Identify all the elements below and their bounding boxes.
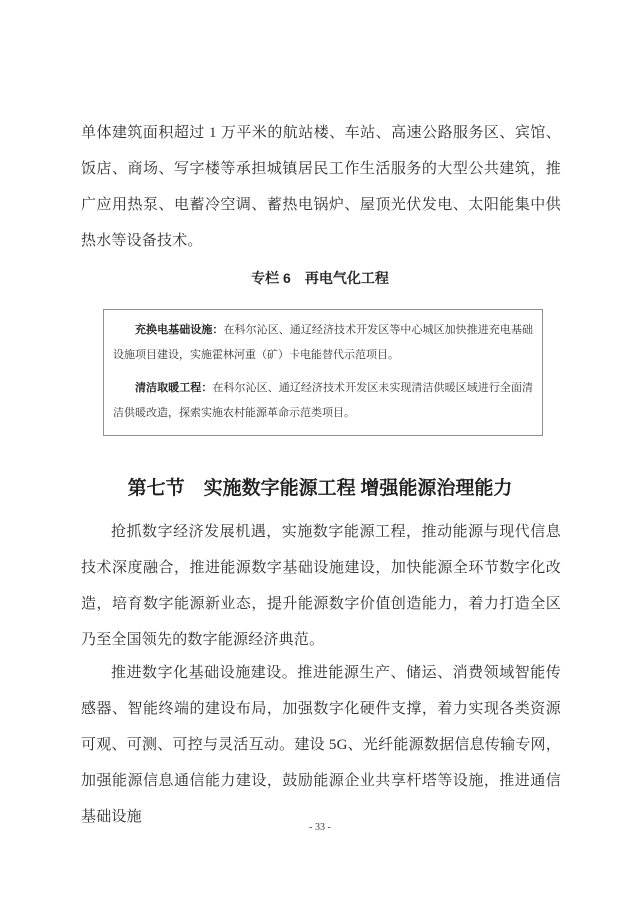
section-7-heading: 第七节 实施数字能源工程 增强能源治理能力 — [127, 478, 513, 499]
paragraph-digital-infrastructure: 推进数字化基础设施建设。推进能源生产、储运、消费领域智能传感器、智能终端的建设布局，加强数字化硬件支撑，着力实现各类资源可观、可测、可控与灵活互动。建设 5G、光纤能源数据信息传输专网，加强能源信息通信能力建设，鼓励能源企业共享杆塔等设施，推进通信基础设施 — [81, 665, 561, 825]
box-item-charging-infrastructure-text: 在科尔沁区、通辽经济技术开发区等中心城区加快推进充电基础设施项目建设，实施霍林河重（矿）卡电能替代示范项目。 — [113, 324, 534, 361]
paragraph-public-building-electrification: 单体建筑面积超过 1 万平米的航站楼、车站、高速公路服务区、宾馆、饭店、商场、写字楼等承担城镇居民工作生活服务的大型公共建筑，推广应用热泵、电蓄冷空调、蓄热电锅炉、屋顶光伏发电、太阳能集中供热水等设备技术。 — [81, 125, 561, 249]
page-number: - 33 - — [309, 822, 331, 833]
column-6-heading: 专栏 6 再电气化工程 — [251, 270, 389, 286]
box-item-clean-heating-text: 在科尔沁区、通辽经济技术开发区未实现清洁供暖区域进行全面清洁供暖改造，探索实施农村能源革命示范类项目。 — [113, 382, 534, 419]
column-6-box — [103, 309, 543, 436]
paragraph-digital-energy-overview: 抢抓数字经济发展机遇，实施数字能源工程，推动能源与现代信息技术深度融合，推进能源数字基础设施建设，加快能源全环节数字化改造，培育数字能源新业态，提升能源数字价值创造能力，着力打造全区乃至全国领先的数字能源经济典范。 — [81, 524, 561, 648]
box-item-charging-infrastructure-label: 充换电基础设施： — [135, 324, 224, 336]
box-item-charging-infrastructure — [113, 318, 533, 368]
box-item-clean-heating — [113, 376, 533, 426]
box-item-clean-heating-label: 清洁取暖工程： — [135, 382, 213, 394]
